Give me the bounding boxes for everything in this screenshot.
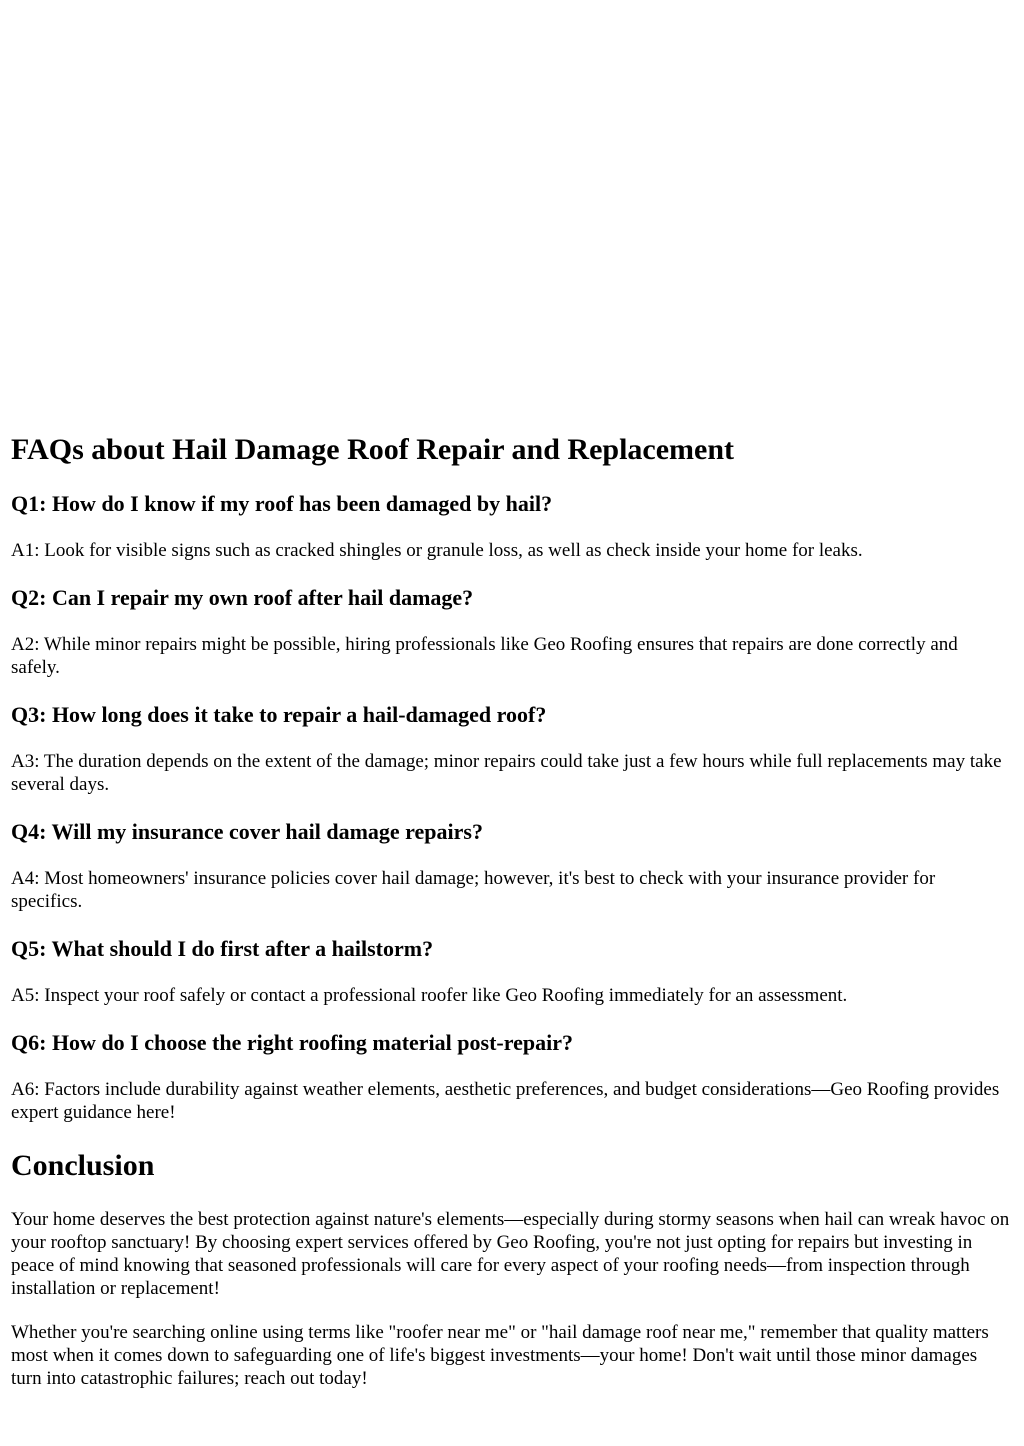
conclusion-paragraph-2: Whether you're searching online using terms like "roofer near me" or "hail damage roof near me," remember that quality matters most when it comes down to safeguarding one of life's biggest investments—your home! Don't wait until those minor damages turn into catastrophic failures; reach out today! [11, 1322, 989, 1389]
faq-question-3: Q3: How long does it take to repair a hail-damaged roof? [11, 702, 547, 727]
faq-question-2: Q2: Can I repair my own roof after hail damage? [11, 585, 474, 610]
conclusion-heading: Conclusion [11, 1149, 155, 1182]
faq-question-1: Q1: How do I know if my roof has been damaged by hail? [11, 491, 553, 516]
faq-question-4: Q4: Will my insurance cover hail damage repairs? [11, 819, 483, 844]
faq-answer-6: A6: Factors include durability against weather elements, aesthetic preferences, and budget considerations—Geo Roofing provides expert guidance here! [11, 1079, 1000, 1123]
faq-answer-4: A4: Most homeowners' insurance policies cover hail damage; however, it's best to check with your insurance provider for specifics. [11, 868, 936, 912]
faq-answer-5: A5: Inspect your roof safely or contact a professional roofer like Geo Roofing immediately for an assessment. [11, 985, 848, 1006]
faq-answer-3: A3: The duration depends on the extent of the damage; minor repairs could take just a few hours while full replacements may take several days. [11, 751, 1002, 795]
blank-area [11, 0, 1011, 430]
faq-question-5: Q5: What should I do first after a hailstorm? [11, 936, 434, 961]
faq-heading: FAQs about Hail Damage Roof Repair and Replacement [11, 433, 735, 466]
faq-answer-1: A1: Look for visible signs such as cracked shingles or granule loss, as well as check inside your home for leaks. [11, 540, 863, 561]
faq-answer-2: A2: While minor repairs might be possible, hiring professionals like Geo Roofing ensures that repairs are done correctly and safely. [11, 634, 958, 678]
document-page [11, 0, 1011, 1390]
conclusion-paragraph-1: Your home deserves the best protection against nature's elements—especially during stormy seasons when hail can wreak havoc on your rooftop sanctuary! By choosing expert services offered by Geo Roofing, you're not just opting for repairs but investing in peace of mind knowing that seasoned professionals will care for every aspect of your roofing needs—from inspection through installation or replacement! [11, 1209, 1010, 1299]
faq-question-6: Q6: How do I choose the right roofing material post-repair? [11, 1030, 573, 1055]
